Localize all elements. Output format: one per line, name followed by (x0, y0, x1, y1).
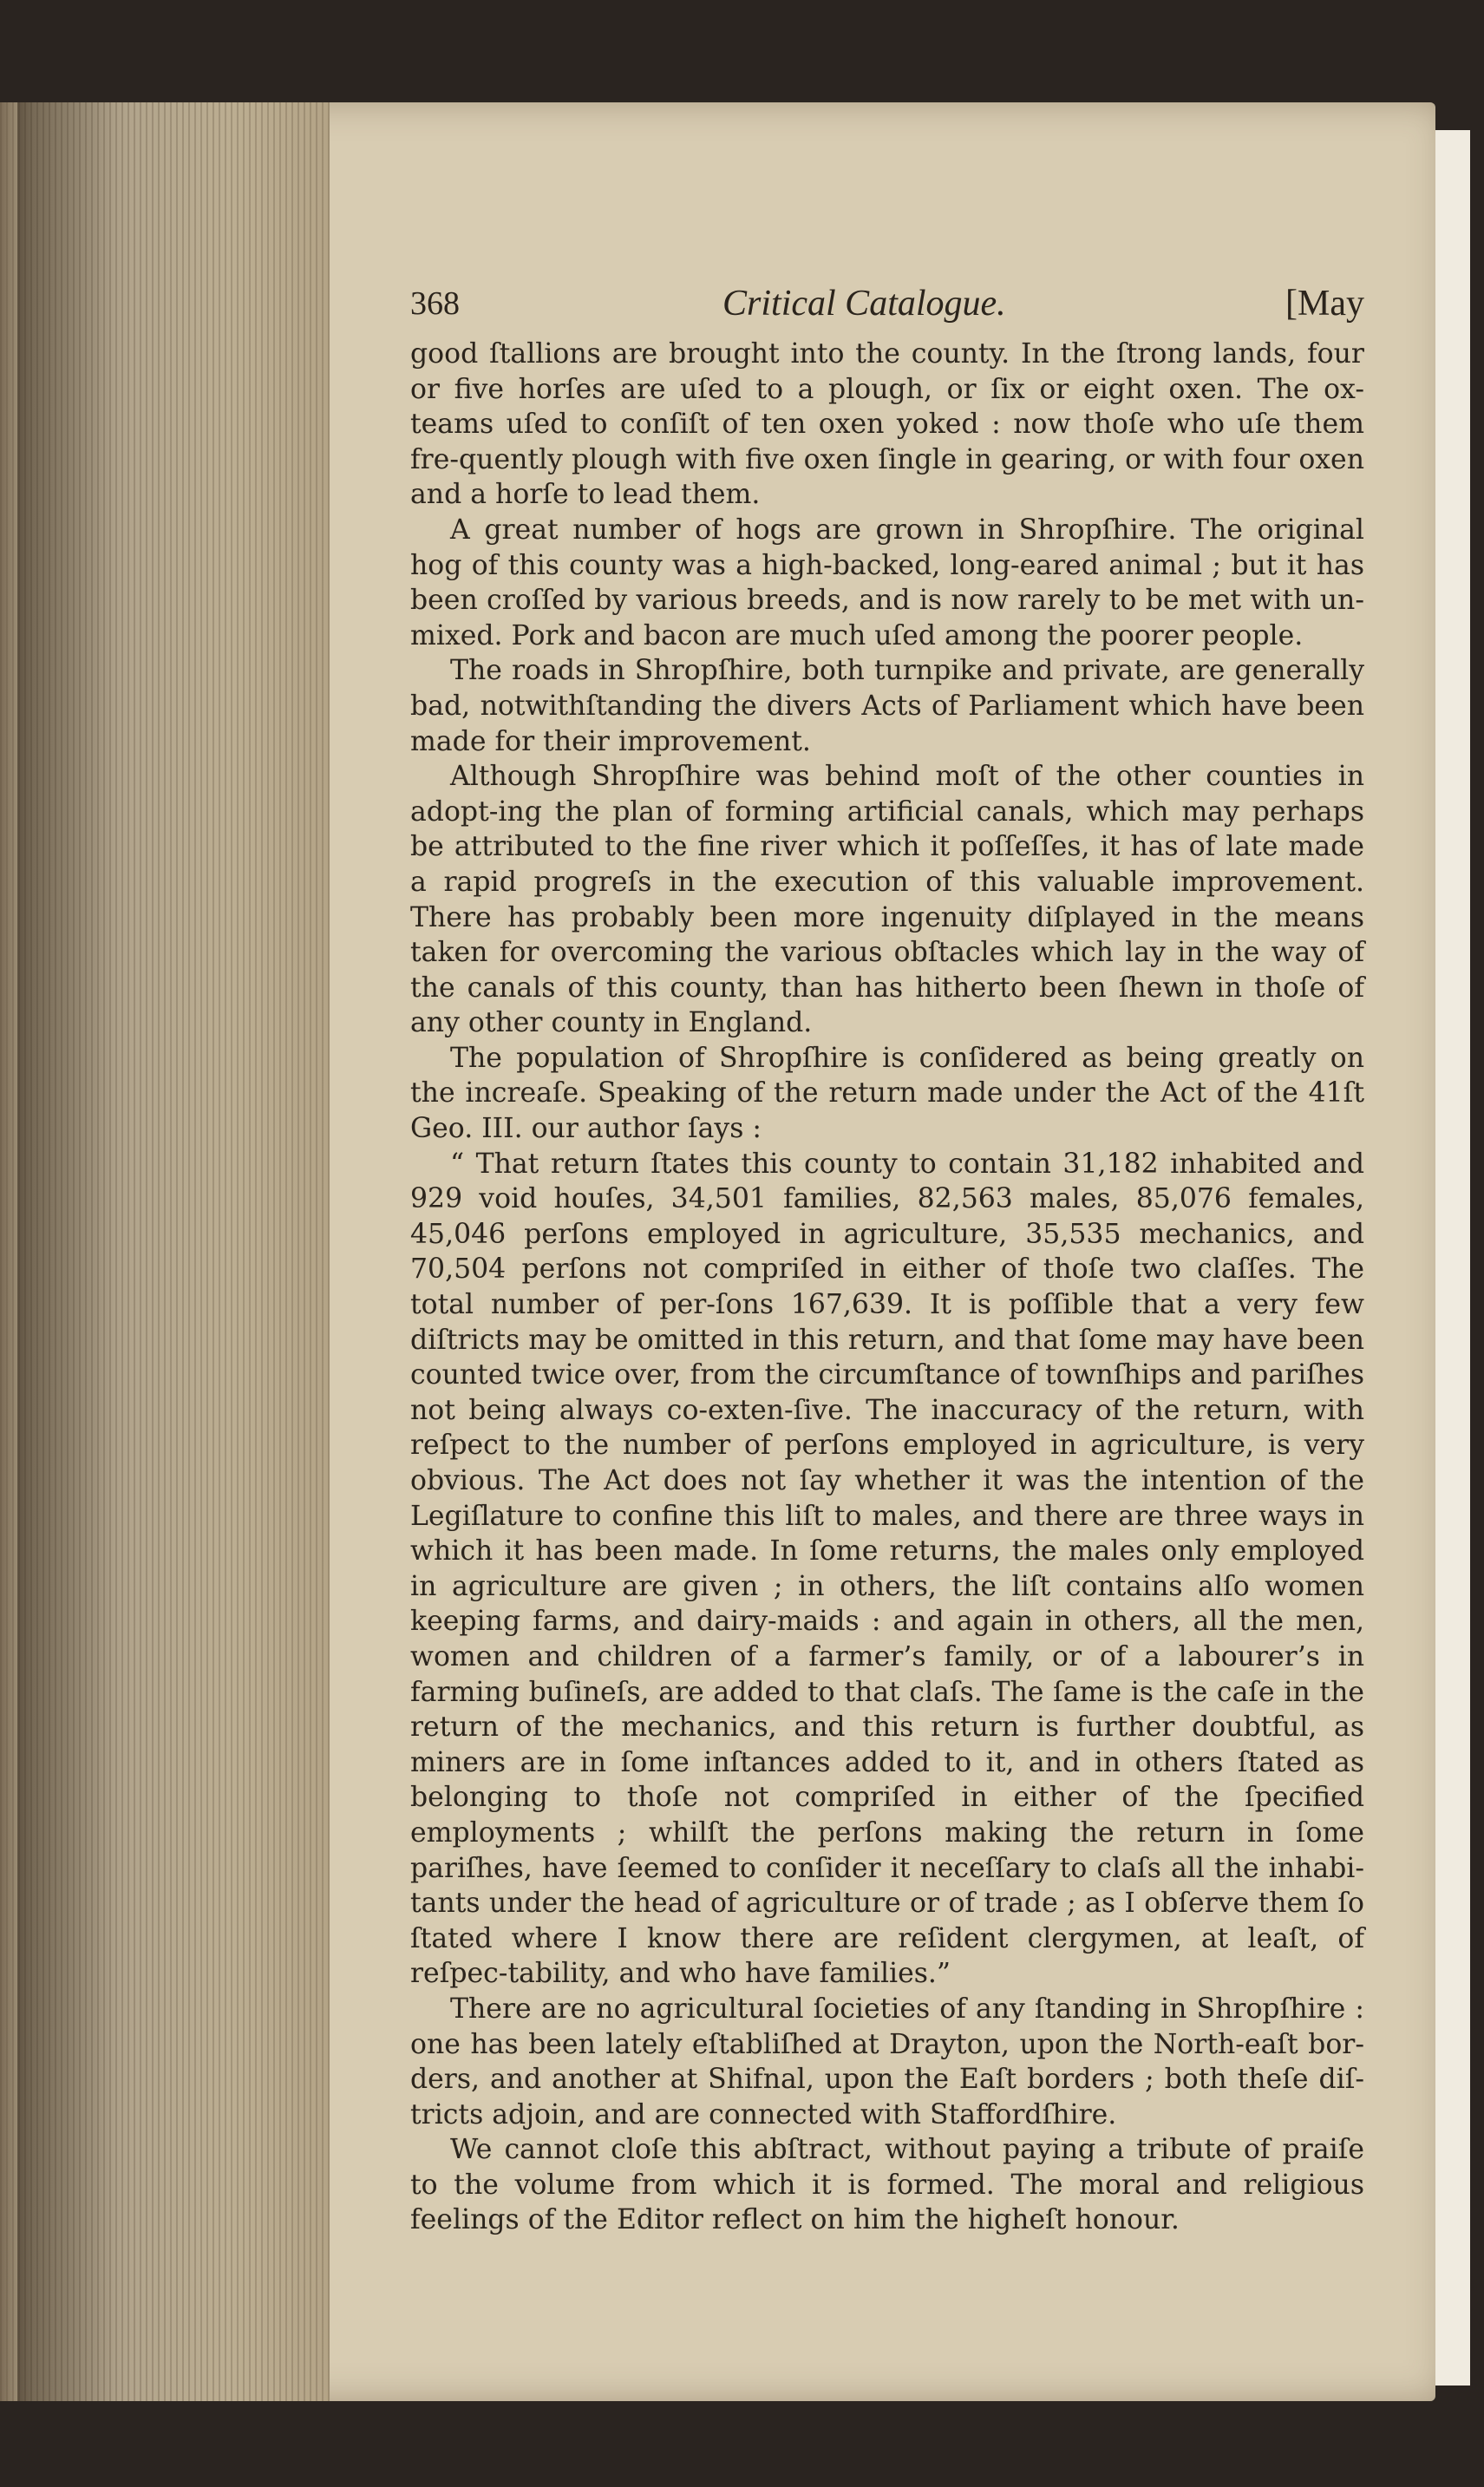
page-right-edge (1435, 130, 1470, 2386)
running-head (410, 276, 1364, 337)
spine-shadow (17, 102, 330, 2401)
paragraph: The population of Shropſhire is conſidered as being greatly on the increaſe. Speaking of the return made under the Act of the 41ſt Geo. III. our author ſays : (410, 1042, 1364, 1145)
paragraph: We cannot cloſe this abſtract, without paying a tribute of praiſe to the volume from which it is formed. The moral and religious feelings of the Editor reflect on him the higheſt honour. (410, 2134, 1364, 2236)
running-month: [May (1285, 284, 1364, 324)
paragraph: The roads in Shropſhire, both turnpike and private, are generally bad, notwithſtanding the divers Acts of Parliament which have been made for their improvement. (410, 655, 1364, 757)
running-title: Critical Catalogue. (722, 284, 1006, 324)
paragraph: Although Shropſhire was behind moſt of the other counties in adopt-ing the plan of forming artificial canals, which may perhaps be attributed to the fine river which it poſſeſſes, it has of late made a rapid progreſs in the execution of this valuable improvement. There has probably been more ingenuity diſplayed in the means taken for overcoming the various obſtacles which lay in the way of the canals of this county, than has hitherto been ſhewn in thoſe of any other county in England. (410, 761, 1364, 1039)
page-text (410, 276, 1364, 2238)
paragraph: A great number of hogs are grown in Shropſhire. The original hog of this county was a high-backed, long-eared animal ; but it has been croſſed by various breeds, and is now rarely to be met with un-mixed. Pork and bacon are much uſed among the poorer people. (410, 514, 1364, 651)
paragraph: There are no agricultural ſocieties of any ſtanding in Shropſhire : one has been lately eſtabliſhed at Drayton, upon the North-eaſt bor-ders, and another at Shifnal, upon the Eaſt borders ; both theſe diſ-tricts adjoin, and are connected with Staffordſhire. (410, 1993, 1364, 2130)
page-number: 368 (410, 285, 460, 322)
paragraph: good ſtallions are brought into the county. In the ſtrong lands, four or five horſes are uſed to a plough, or ſix or eight oxen. The ox-teams uſed to conſiſt of ten oxen yoked : now thoſe who uſe them fre-quently plough with five oxen ſingle in gearing, or with four oxen and a horſe to lead them. (410, 338, 1364, 511)
quoted-paragraph: “ That return ſtates this county to contain 31,182 inhabited and 929 void houſes, 34,501 families, 82,563 males, 85,076 females, 45,046 perſons employed in agriculture, 35,535 mechanics, and 70,504 perſons not compriſed in either of thoſe two claſſes. The total number of per-ſons 167,639. It is poſſible that a very few diſtricts may be omitted in this return, and that ſome may have been counted twice over, from the circumſtance of townſhips and pariſhes not being always co-exten-ſive. The inaccuracy of the return, with reſpect to the number of perſons employed in agriculture, is very obvious. The Act does not ſay whether it was the intention of the Legiſlature to confine this liſt to males, and there are three ways in which it has been made. In ſome returns, the males only employed in agriculture are given ; in others, the liſt contains alſo women keeping farms, and dairy-maids : and again in others, all the men, women and children of a farmer’s family, or of a labourer’s in farming buſineſs, are added to that claſs. The ſame is the caſe in the return of the mechanics, and this return is further doubtful, as miners are in ſome inſtances added to it, and in others ſtated as belonging to thoſe not compriſed in either of the ſpecified employments ; whilſt the perſons making the return in ſome pariſhes, have ſeemed to conſider it neceſſary to claſs all the inhabi-tants under the head of agriculture or of trade ; as I obſerve them ſo ſtated where I know there are reſident clergymen, at leaſt, of reſpec-tability, and who have families.” (410, 1148, 1364, 1990)
